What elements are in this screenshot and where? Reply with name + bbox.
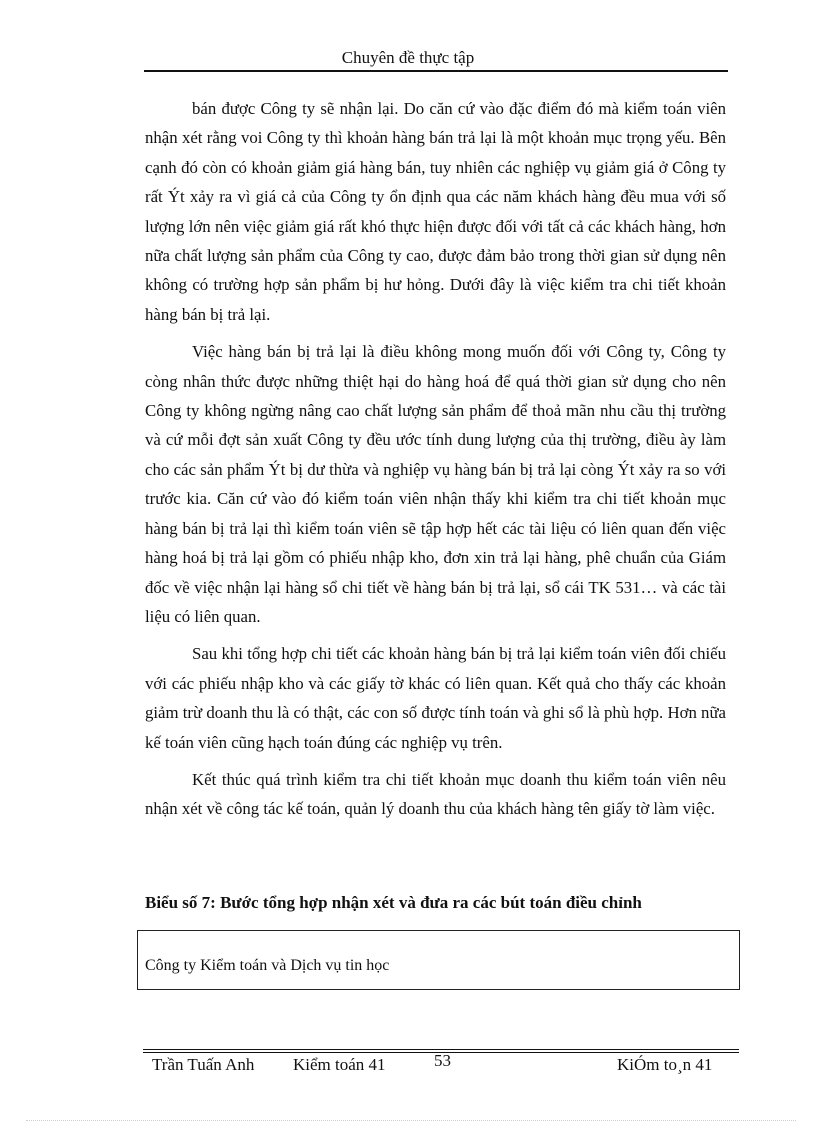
footer-author: Trần Tuấn Anh [152, 1055, 255, 1074]
paragraph-4: Kết thúc quá trình kiểm tra chi tiết khoản mục doanh thu kiểm toán viên nêu nhận xét về công tác kế toán, quản lý doanh thu của khách hàng tên giấy tờ làm việc. [145, 769, 726, 819]
exhibit-title: Biểu số 7: Bước tổng hợp nhận xét và đưa ra các bút toán điều chỉnh [145, 893, 642, 912]
paragraph-3: Sau khi tổng hợp chi tiết các khoản hàng bán bị trả lại kiểm toán viên đối chiếu với các phiếu nhập kho và các giấy tờ khác có liên quan. Kết quả cho thấy các khoản giảm trừ doanh thu là có thật, các con số được tính toán và ghi sổ là phù hợp. Hơn nữa kế toán viên cũng hạch toán đúng các nghiệp vụ trên. [145, 644, 726, 752]
page-bottom-border [26, 1120, 796, 1121]
footer-divider-top [143, 1049, 739, 1050]
page-number: 53 [434, 1051, 451, 1070]
exhibit-box [137, 930, 740, 990]
footer-department: Kiểm toán 41 [293, 1055, 386, 1074]
footer-right-text: KiÓm to¸n 41 [617, 1055, 713, 1074]
paragraph-1: bán được Công ty sẽ nhận lại. Do căn cứ vào đặc điểm đó mà kiểm toán viên nhận xét rằng voi Công ty thì khoản hàng bán trả lại là một khoản mục trọng yếu. Bên cạnh đó còn có khoản giảm giá hàng bán, tuy nhiên các nghiệp vụ giảm giá ở Công ty rất Ýt xảy ra vì giá cả của Công ty ổn định qua các năm khách hàng đều mua với số lượng lớn nên việc giảm giá rất khó thực hiện được đối với tất cả các khách hàng, hơn nữa chất lượng sản phẩm của Công ty cao, được đảm bảo trong thời gian sử dụng nên không có trường hợp sản phẩm bị hư hỏng. Dưới đây là việc kiểm tra chi tiết khoản hàng bán bị trả lại. [145, 99, 726, 324]
exhibit-company-name: Công ty Kiểm toán và Dịch vụ tin học [145, 957, 390, 974]
header-divider [144, 70, 728, 72]
body-text [145, 94, 726, 832]
page-header-title: Chuyên đề thực tập [341, 48, 475, 67]
paragraph-2: Việc hàng bán bị trả lại là điều không mong muốn đối với Công ty, Công ty còng nhân thức được những thiệt hại do hàng hoá để quá thời gian sử dụng cho nên Công ty không ngừng nâng cao chất lượng sản phẩm để thoả mãn nhu cầu thị trường và cứ mỗi đợt sản xuất Công ty đều ước tính dung lượng của thị trường, điều ày làm cho các sản phẩm Ýt bị dư thừa và nghiệp vụ hàng bán bị trả lại còng Ýt xảy ra so với trước kia. Căn cứ vào đó kiểm toán viên nhận thấy khi kiểm tra chi tiết khoản mục hàng bán bị trả lại thì kiểm toán viên sẽ tập hợp hết các tài liệu có liên quan đến việc hàng hoá bị trả lại gồm có phiếu nhập kho, đơn xin trả lại hàng, phê chuẩn của Giám đốc về việc nhận lại hàng sổ chi tiết về hàng bán bị trả lại, sổ cái TK 531… và các tài liệu có liên quan. [145, 342, 726, 626]
